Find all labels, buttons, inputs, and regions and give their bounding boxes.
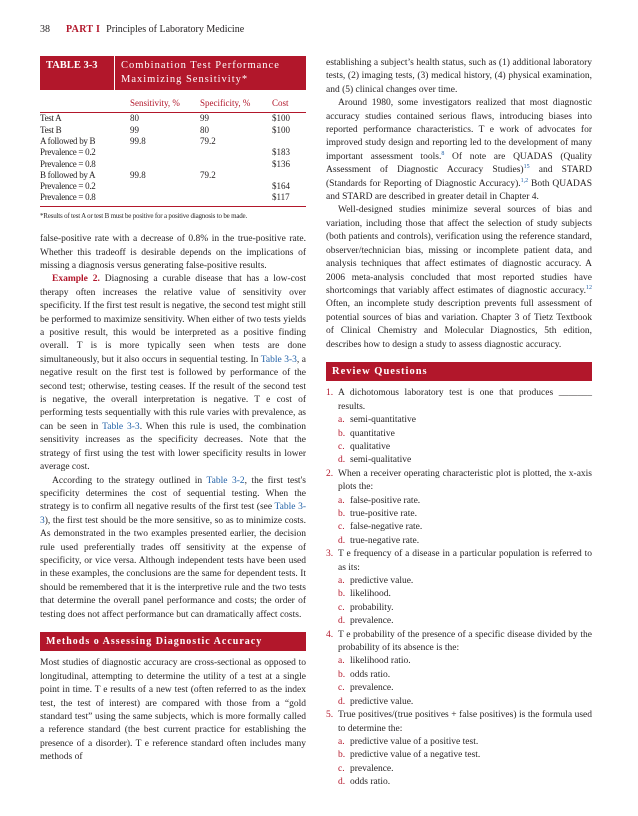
option-letter: d. bbox=[338, 616, 346, 627]
table-cell: B followed by A bbox=[40, 169, 96, 180]
answer-option bbox=[326, 495, 592, 508]
question-number: 5. bbox=[326, 710, 334, 721]
table-row bbox=[40, 159, 306, 170]
left-paragraph-example2 bbox=[40, 273, 306, 474]
table-cell: Prevalence = 0.8 bbox=[40, 158, 96, 169]
answer-option bbox=[326, 749, 592, 762]
table-cell: 79.2 bbox=[200, 136, 216, 146]
review-question bbox=[326, 468, 592, 495]
table-title-line1: Combination Test Performance bbox=[121, 60, 280, 71]
table-ref-link[interactable]: Table 3-2 bbox=[206, 475, 245, 486]
answer-option bbox=[326, 508, 592, 521]
answer-option bbox=[326, 696, 592, 709]
answer-option bbox=[326, 736, 592, 749]
table-title bbox=[114, 56, 306, 90]
option-letter: b. bbox=[338, 428, 346, 439]
option-letter: a. bbox=[338, 495, 345, 506]
table-cell: Test A bbox=[40, 113, 62, 124]
option-text: false-negative rate. bbox=[350, 522, 423, 533]
table-header-cell bbox=[40, 97, 130, 110]
question-text: T e probability of the presence of a specific disease divided by the probability of its absence is the: bbox=[338, 629, 592, 654]
table-row bbox=[40, 125, 306, 136]
table-cell bbox=[272, 136, 306, 147]
table-cell bbox=[200, 181, 272, 192]
option-text: probability. bbox=[350, 602, 394, 613]
option-letter: c. bbox=[338, 602, 345, 613]
option-text: odds ratio. bbox=[350, 669, 391, 680]
option-letter: d. bbox=[338, 777, 346, 788]
table-ref-link[interactable]: Table 3-3 bbox=[102, 421, 140, 432]
table-cell: $100 bbox=[272, 124, 290, 135]
left-paragraph-4: Most studies of diagnostic accuracy are cross-sectional as opposed to longitudinal, attempting to determine the utility of a test at a single point in time. T e results of a new test (often referred to as the index test, the test of interest) are compared with those from a “gold standard test” using the same subjects, which is more formally called a reference standard (the best current practice for establishing the presence of a disorder). T e reference standard often includes many methods of bbox=[40, 658, 306, 763]
option-letter: d. bbox=[338, 696, 346, 707]
table-cell bbox=[200, 159, 272, 170]
option-text: quantitative bbox=[350, 428, 395, 439]
answer-option bbox=[326, 602, 592, 615]
option-letter: b. bbox=[338, 509, 346, 519]
option-letter: b. bbox=[338, 589, 346, 600]
answer-option bbox=[326, 575, 592, 588]
page-header bbox=[40, 22, 598, 36]
table-cell bbox=[200, 147, 272, 158]
table-ref-link[interactable]: Table 3-3 bbox=[260, 354, 297, 365]
option-text: predictive value. bbox=[350, 576, 414, 587]
question-number: 2. bbox=[326, 468, 334, 479]
text-run: Well-designed studies minimize several sources of bias and variation, including those that affect the selection of study subjects (both patients and controls), verification using the reference standard, observer/technician bias, missing or incomplete patient data, and analysis techniques that affect estimates of diagnostic accuracy. A 2006 meta-analysis concluded that most reported studies have shortcomings that variably affect estimates of diagnostic accuracy. bbox=[326, 205, 592, 296]
text-run: Of note are QUADAS (Quality Assessment of Diagnostic Accuracy Studies) bbox=[326, 151, 592, 176]
question-text: When a receiver operating characteristic plot is plotted, the x-axis plots the: bbox=[338, 468, 592, 493]
text-run: According to the strategy outlined in bbox=[52, 475, 207, 486]
review-questions-heading: Review Questions bbox=[326, 362, 592, 381]
table-tag: TABLE 3-3 bbox=[40, 56, 114, 90]
answer-option bbox=[326, 615, 592, 628]
review-question bbox=[326, 629, 592, 656]
table-cell: Prevalence = 0.8 bbox=[40, 192, 96, 203]
option-text: likelihood. bbox=[350, 589, 391, 600]
option-text: predictive value of a negative test. bbox=[350, 750, 481, 761]
answer-option bbox=[326, 428, 592, 441]
table-cell bbox=[130, 147, 200, 158]
option-letter: b. bbox=[338, 750, 346, 761]
option-letter: a. bbox=[338, 656, 345, 667]
part-label: PART I bbox=[66, 23, 101, 35]
left-paragraph-1: false-positive rate with a decrease of 0.8% in the true-positive rate. Whether this tradeoff is desirable depends on the implications of missing a diagnosis versus generating false-positive results. bbox=[40, 234, 306, 271]
option-letter: d. bbox=[338, 535, 346, 546]
table-cell: 99 bbox=[200, 113, 209, 124]
citation-link[interactable]: 12 bbox=[586, 284, 592, 291]
review-question bbox=[326, 709, 592, 736]
answer-option bbox=[326, 763, 592, 776]
option-text: odds ratio. bbox=[350, 777, 391, 788]
option-letter: a. bbox=[338, 576, 345, 587]
table-title-line2: Maximizing Sensitivity* bbox=[121, 74, 249, 85]
right-paragraph-3 bbox=[326, 204, 592, 351]
option-text: predictive value of a positive test. bbox=[350, 736, 479, 747]
right-paragraph-1: establishing a subject’s health status, such as (1) additional laboratory tests, (2) imaging tests, (3) medical history, (4) physical examination, and (5) clinical changes over time. bbox=[326, 58, 592, 95]
question-text: A dichotomous laboratory test is one that produces _______ results. bbox=[338, 388, 592, 412]
text-run: and STARD (Standards for Reporting of Diagnostic Accuracy). bbox=[326, 165, 592, 189]
table-row bbox=[40, 147, 306, 158]
table-row bbox=[40, 192, 306, 203]
review-question bbox=[326, 387, 592, 414]
text-run: Often, an incomplete study description prevents full assessment of potential sources of bias and variation. Chapter 3 of Tietz Textbook of Clinical Chemistry and Molecular Diagnostics, 5th edition, describes how to design a study to assess diagnostic accuracy. bbox=[326, 299, 592, 350]
table-cell: $183 bbox=[272, 147, 290, 158]
option-letter: b. bbox=[338, 669, 346, 680]
option-text: true-positive rate. bbox=[350, 509, 418, 519]
option-letter: c. bbox=[338, 441, 345, 452]
option-text: true-negative rate. bbox=[350, 535, 420, 546]
option-text: prevalence. bbox=[350, 616, 394, 627]
text-run: . When this rule is used, the combination sensitivity increases as the specificity decreases. Note that the strategy of first using the test with lower specificity results in lower average cost. bbox=[40, 421, 306, 473]
table-cell: 99 bbox=[130, 124, 139, 135]
answer-option bbox=[326, 588, 592, 601]
left-column bbox=[40, 56, 306, 765]
section-heading: Methods o Assessing Diagnostic Accuracy bbox=[40, 632, 306, 651]
text-run: , the first test's specificity determines the cost of sequential testing. When the strategy is to confirm all negative results of the first test (see bbox=[40, 475, 306, 513]
table-cell: $136 bbox=[272, 158, 290, 169]
answer-option bbox=[326, 669, 592, 682]
table-3-3 bbox=[40, 56, 306, 223]
part-title: Principles of Laboratory Medicine bbox=[106, 23, 245, 35]
answer-option bbox=[326, 535, 592, 548]
text-run: Both QUADAS and STARD are described in greater detail in Chapter 4. bbox=[326, 178, 593, 203]
option-text: predictive value. bbox=[350, 696, 414, 707]
review-question bbox=[326, 548, 592, 575]
table-heading bbox=[40, 56, 306, 90]
right-paragraph-2 bbox=[326, 97, 592, 204]
example-label: Example 2. bbox=[52, 274, 100, 285]
table-cell: 99.8 bbox=[130, 136, 146, 146]
table-cell bbox=[130, 192, 200, 203]
option-letter: c. bbox=[338, 522, 345, 533]
table-cell: 80 bbox=[130, 113, 139, 124]
option-letter: c. bbox=[338, 683, 345, 694]
table-row bbox=[40, 113, 306, 124]
table-cell bbox=[130, 159, 200, 170]
table-cell: 99.8 bbox=[130, 169, 146, 180]
citation-link[interactable]: 15 bbox=[523, 164, 530, 171]
table-cell: A followed by B bbox=[40, 136, 96, 146]
review-questions-list bbox=[326, 387, 592, 789]
left-paragraph-3 bbox=[40, 475, 306, 622]
question-text: True positives/(true positives + false positives) is the formula used to determine the: bbox=[338, 710, 592, 734]
table-cell: Prevalence = 0.2 bbox=[40, 147, 96, 158]
table-row bbox=[40, 136, 306, 147]
option-text: prevalence. bbox=[350, 763, 394, 774]
answer-option bbox=[326, 441, 592, 454]
option-text: prevalence. bbox=[350, 683, 394, 694]
table-header-cell: Cost bbox=[272, 98, 289, 108]
table-cell: 79.2 bbox=[200, 169, 216, 180]
right-column bbox=[326, 57, 592, 790]
option-text: false-positive rate. bbox=[350, 495, 421, 506]
table-header-cell: Sensitivity, % bbox=[130, 98, 180, 108]
table-cell: Prevalence = 0.2 bbox=[40, 181, 96, 192]
text-run: , a negative result on the first test is followed by performance of the second test; otherwise, testing ceases. If the result of the second test is negative, the overall interpretation is negative. T e cost of performing tests sequentially with this rule varies with prevalence, as can be seen in bbox=[40, 354, 306, 432]
answer-option bbox=[326, 776, 592, 789]
answer-option bbox=[326, 414, 592, 427]
option-text: likelihood ratio. bbox=[350, 656, 411, 667]
page-number: 38 bbox=[40, 23, 50, 35]
table-cell: $117 bbox=[272, 192, 290, 203]
option-letter: a. bbox=[338, 415, 345, 426]
answer-option bbox=[326, 521, 592, 534]
table-header-row bbox=[40, 94, 306, 113]
table-cell bbox=[272, 170, 306, 181]
option-text: semi-qualitative bbox=[350, 455, 412, 466]
table-cell bbox=[200, 192, 272, 203]
option-text: qualitative bbox=[350, 441, 391, 452]
citation-link[interactable]: 1,2 bbox=[520, 177, 529, 184]
table-row bbox=[40, 181, 306, 192]
question-text: T e frequency of a disease in a particular population is referred to as its: bbox=[338, 549, 592, 573]
table-row bbox=[40, 170, 306, 181]
answer-option bbox=[326, 454, 592, 467]
table-cell: $100 bbox=[272, 113, 290, 124]
table-cell: Test B bbox=[40, 124, 62, 135]
table-footnote: *Results of test A or test B must be positive for a positive diagnosis to be made. bbox=[40, 206, 306, 223]
citation-link[interactable]: 8 bbox=[441, 150, 445, 157]
text-run: Diagnosing a curable disease that has a low-cost therapy often increases the relative value of sensitivity over specificity. If the first test result is negative, the second test might still be performed to maximize sensitivity. When either of two tests yields a positive result, this would be interpreted as a positive finding overall. T is is more typically seen when tests are done simultaneously, but it also occurs in sequential testing. In bbox=[40, 274, 306, 365]
option-letter: c. bbox=[338, 763, 345, 774]
table-ref-link[interactable]: Table 3-3 bbox=[40, 502, 306, 526]
question-number: 3. bbox=[326, 549, 334, 560]
answer-option bbox=[326, 655, 592, 668]
table-cell: 80 bbox=[200, 124, 209, 135]
question-number: 4. bbox=[326, 629, 334, 640]
option-text: semi-quantitative bbox=[350, 415, 416, 426]
option-letter: d. bbox=[338, 455, 346, 466]
table-cell bbox=[130, 181, 200, 192]
option-letter: a. bbox=[338, 736, 345, 747]
table-header-cell: Specificity, % bbox=[200, 98, 251, 108]
table-body bbox=[40, 113, 306, 203]
table-cell: $164 bbox=[272, 181, 290, 192]
text-run: ), the first test should be the more sensitive, so as to minimize costs. As demonstrated in the two examples presented earlier, the decision rule used preferentially trades off sensitivity at the expense of specificity, or vice versa. Although independent tests have been used in these examples, the conclusions are the same for dependent tests. It should be remembered that it is the interpretive rule and the two tests that determine the overall panel performance and costs; the order of testing does not affect performance but can dramatically affect costs. bbox=[40, 515, 306, 620]
text-run: Around 1980, some investigators realized that most diagnostic accuracy studies contained serious flaws, introducing biases into reported performance characteristics. T e work of advocates for improved study design and reporting led to the development of many important assessment tools. bbox=[326, 98, 592, 162]
answer-option bbox=[326, 682, 592, 695]
question-number: 1. bbox=[326, 388, 334, 399]
